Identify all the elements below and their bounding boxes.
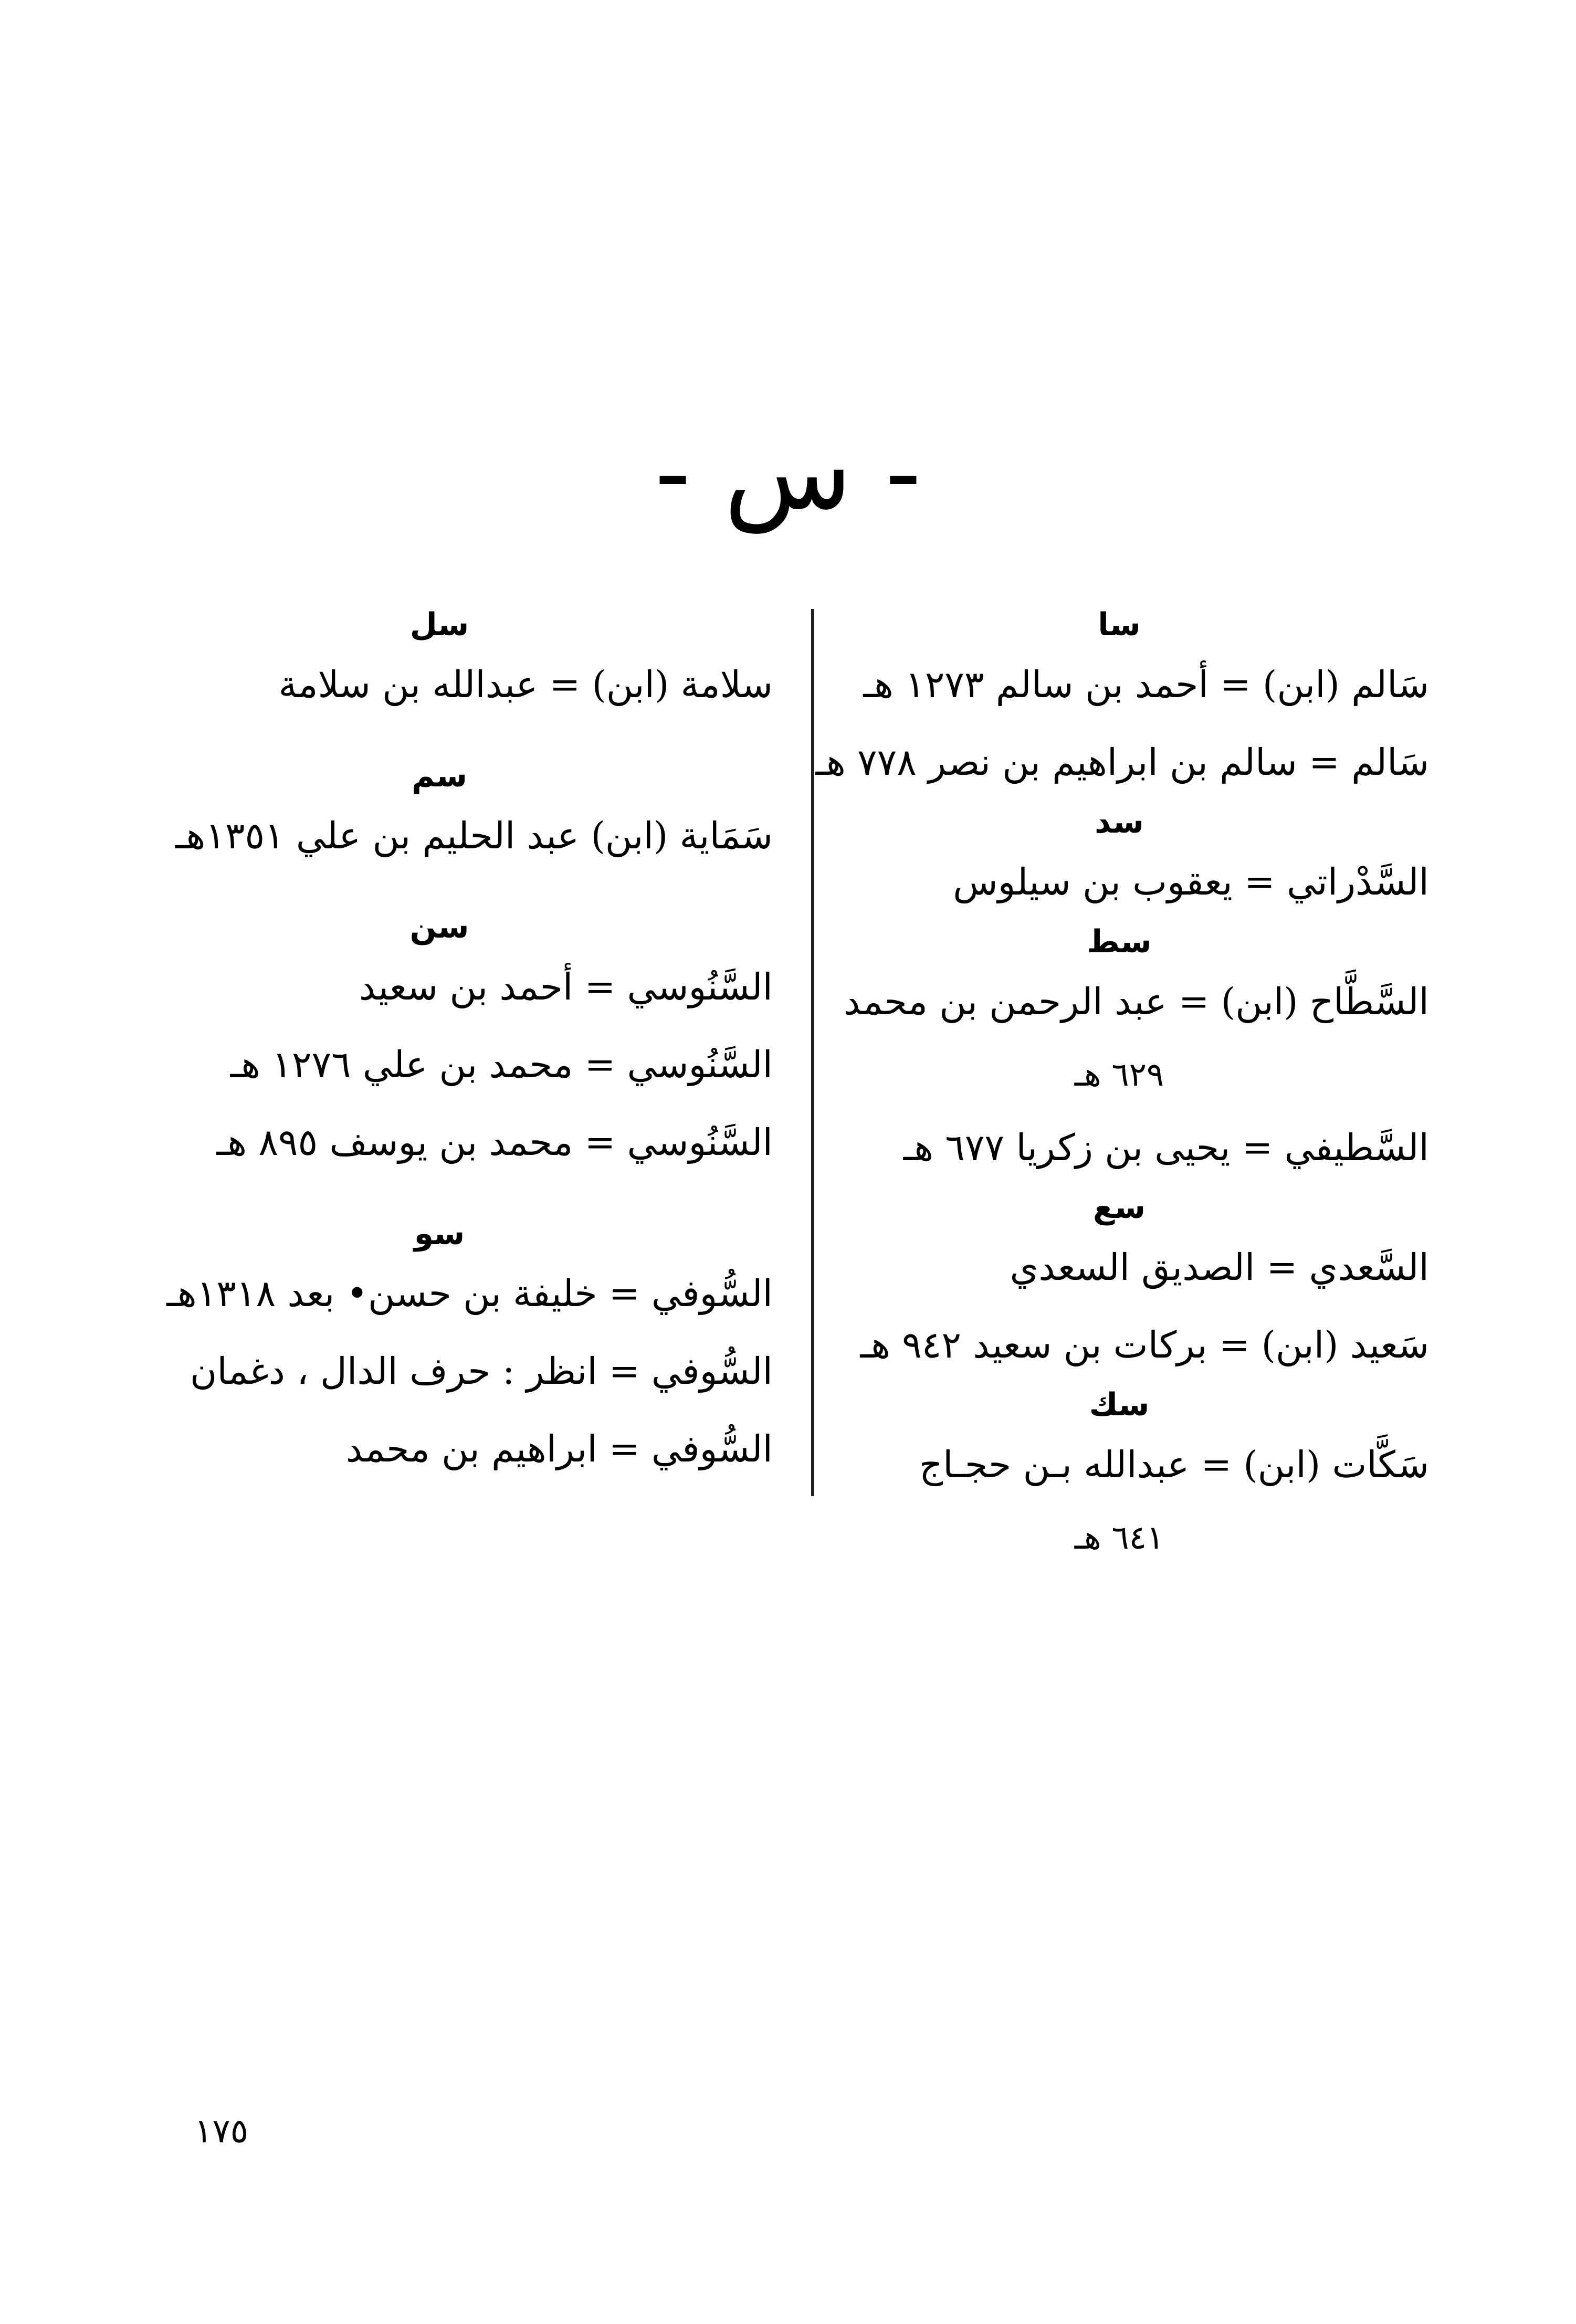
index-entry: سَالم (ابن) = أحمد بن سالم ١٢٧٣ هـ [863, 663, 1429, 706]
section-heading: سم [411, 758, 468, 794]
index-entry: السَّطَّاح (ابن) = عبد الرحمن بن محمد [844, 980, 1429, 1023]
index-entry: السَّنُوسي = أحمد بن سعيد [359, 965, 773, 1008]
index-entry: السَّنُوسي = محمد بن علي ١٢٧٦ هـ [230, 1043, 773, 1086]
right-column [810, 604, 1429, 1572]
section-heading: سن [409, 909, 469, 945]
left-column [106, 604, 773, 1488]
section-heading: سد [1095, 804, 1144, 840]
index-entry: سَكَّات (ابن) = عبدالله بـن حجـاج [919, 1443, 1429, 1486]
section-gap [106, 875, 773, 906]
index-entry: السُّوفي = ابراهيم بن محمد [345, 1427, 773, 1470]
section-gap [106, 723, 773, 755]
index-entry: السُّوفي = خليفة بن حسن• بعد ١٣١٨هـ [166, 1272, 773, 1315]
index-entry: السَّطيفي = يحيى بن زكريا ٦٧٧ هـ [903, 1126, 1429, 1169]
index-entry: السَّدْراتي = يعقوب بن سيلوس [953, 860, 1429, 903]
page-title: - س - [655, 411, 921, 533]
section-heading: سع [1093, 1189, 1146, 1226]
section-heading: سل [409, 606, 469, 643]
index-entry-continuation: ٦٢٩ هـ [1074, 1055, 1164, 1093]
index-entry: السَّعدي = الصديق السعدي [1010, 1246, 1429, 1289]
page-number: ١٧٥ [194, 2112, 249, 2151]
index-entry-continuation: ٦٤١ هـ [1074, 1518, 1164, 1557]
section-heading: سا [1098, 606, 1141, 643]
section-heading: سط [1087, 923, 1152, 960]
section-heading: سك [1089, 1386, 1150, 1423]
index-entry: السَّنُوسي = محمد بن يوسف ٨٩٥ هـ [216, 1121, 773, 1164]
section-gap [106, 1181, 773, 1213]
index-entry: سَعيد (ابن) = بركات بن سعيد ٩٤٢ هـ [860, 1323, 1429, 1366]
index-entry: سلامة (ابن) = عبدالله بن سلامة [278, 663, 773, 706]
index-entry: السُّوفي = انظر : حرف الدال ، دغمان [190, 1350, 773, 1393]
column-divider [811, 609, 814, 1496]
index-entry: سَالم = سالم بن ابراهيم بن نصر ٧٧٨ هـ [815, 741, 1429, 784]
section-heading: سو [414, 1215, 465, 1252]
index-entry: سَمَاية (ابن) عبد الحليم بن علي ١٣٥١هـ [175, 814, 773, 857]
